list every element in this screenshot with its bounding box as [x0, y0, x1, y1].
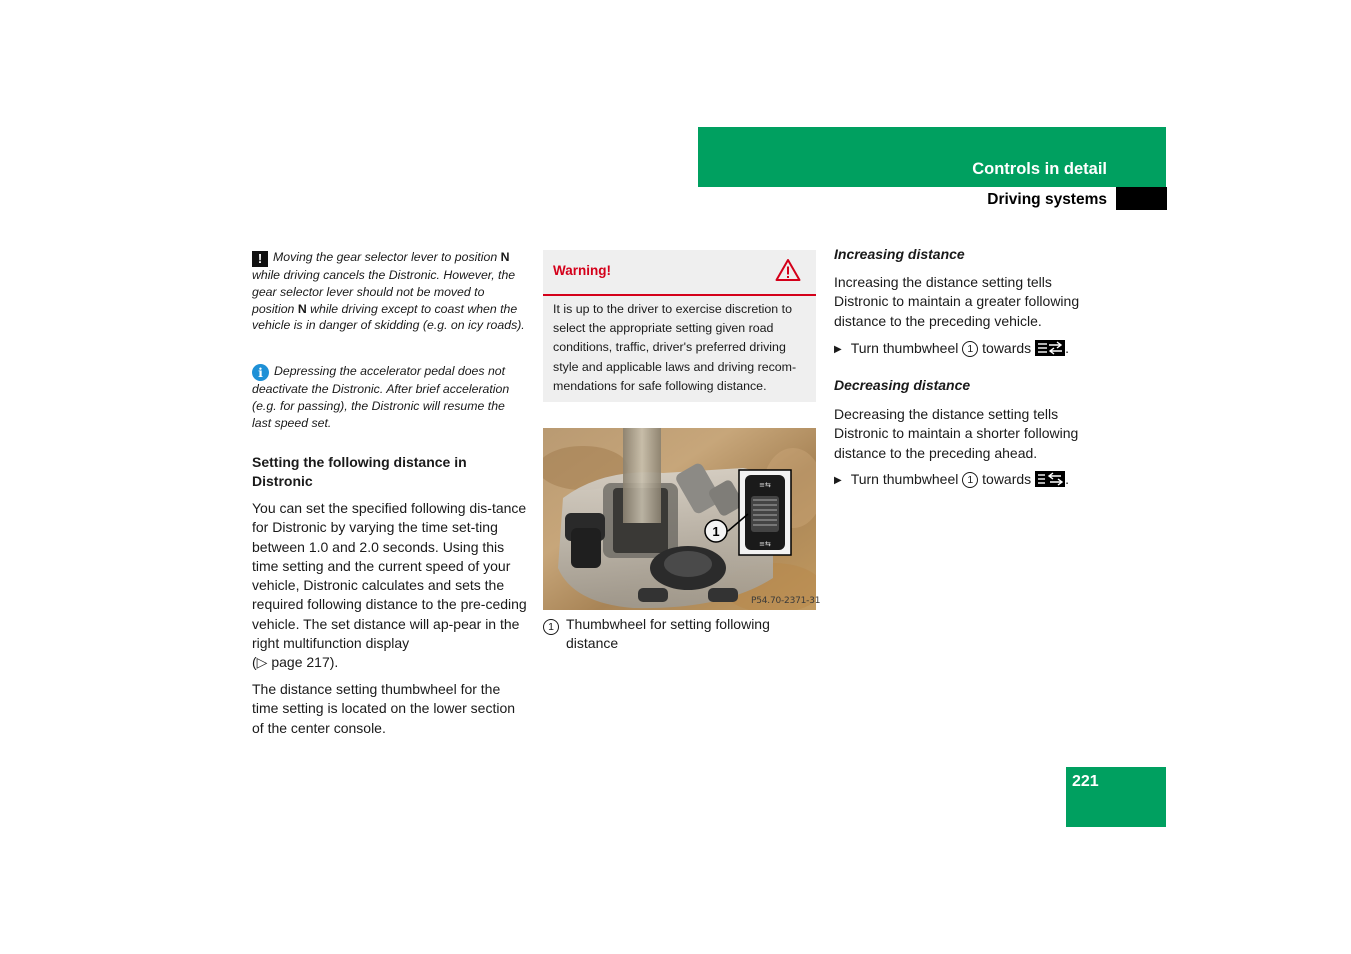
decreasing-text: Decreasing the distance setting tells Distronic to maintain a shorter following distance to the preceding ahead. [834, 406, 1079, 461]
svg-text:≡⇆: ≡⇆ [759, 481, 771, 489]
section-title: Controls in detail [972, 160, 1107, 178]
svg-text:≡⇆: ≡⇆ [759, 540, 771, 548]
page-ref-arrow-icon: ▷ [256, 654, 268, 671]
subsection-title: Driving systems [987, 191, 1107, 208]
header-marker [1116, 187, 1167, 210]
increasing-heading: Increasing distance [834, 246, 965, 262]
center-console-photo [543, 428, 816, 610]
thumbwheel-ref: 1 [962, 472, 978, 488]
photo-caption: Thumbwheel for setting following distance [566, 616, 770, 652]
decrease-distance-icon [1035, 471, 1065, 487]
page-reference[interactable]: page 217). [267, 654, 339, 671]
body-paragraph-2: The distance setting thumbwheel for the time setting is located on the lower section of the center console. [252, 681, 516, 736]
bullet-arrow-icon: ▶ [834, 344, 842, 355]
increasing-step: ▶ Turn thumbwheel 1 towards . [834, 340, 1069, 356]
warning-label: Warning! [553, 263, 611, 278]
decreasing-heading: Decreasing distance [834, 377, 971, 393]
exclamation-icon: ! [252, 251, 268, 267]
increase-distance-icon [1035, 340, 1065, 356]
page-number: 221 [1072, 773, 1099, 790]
caption-number: 1 [543, 618, 559, 636]
photo-code: P54.70-2371-31 [751, 596, 821, 606]
console-illustration [543, 428, 816, 610]
photo-callout: 1 [712, 524, 720, 539]
bullet-arrow-icon: ▶ [834, 475, 842, 486]
caution-note: ! Moving the gear selector lever to position N while driving cancels the Distronic. However, the gear selector lever should not be moved to position N while driving except to coast when the vehicle is in danger of skidding (e.g. on icy roads). [252, 250, 525, 333]
body-paragraph: You can set the specified following dis-tance for Distronic by varying the time set-ting between 1.0 and 2.0 seconds. Using this time setting and the current speed of your vehicle, Distronic calculates and sets the required following distance to the pre-ceding vehicle. The set distance will ap-pear in the right multifunction display (▷ page 217). [252, 500, 527, 671]
info-note: i Depressing the accelerator pedal does not deactivate the Distronic. After brief acceleration (e.g. for passing), the Distronic will resume the last speed set. [252, 364, 510, 430]
thumbwheel-ref: 1 [962, 341, 978, 357]
increasing-text: Increasing the distance setting tells Distronic to maintain a greater following distance to the preceding vehicle. [834, 274, 1080, 329]
decreasing-step: ▶ Turn thumbwheel 1 towards . [834, 471, 1069, 487]
warning-text: It is up to the driver to exercise discretion to select the appropriate setting given road conditions, traffic, driver's preferred driving style and applicable laws and driving recom-mendations for safe following distance. [553, 302, 797, 393]
section-heading: Setting the following distance in Distronic [252, 454, 467, 490]
info-icon: i [252, 364, 269, 381]
warning-triangle-icon [775, 258, 801, 282]
warning-divider [543, 294, 816, 296]
